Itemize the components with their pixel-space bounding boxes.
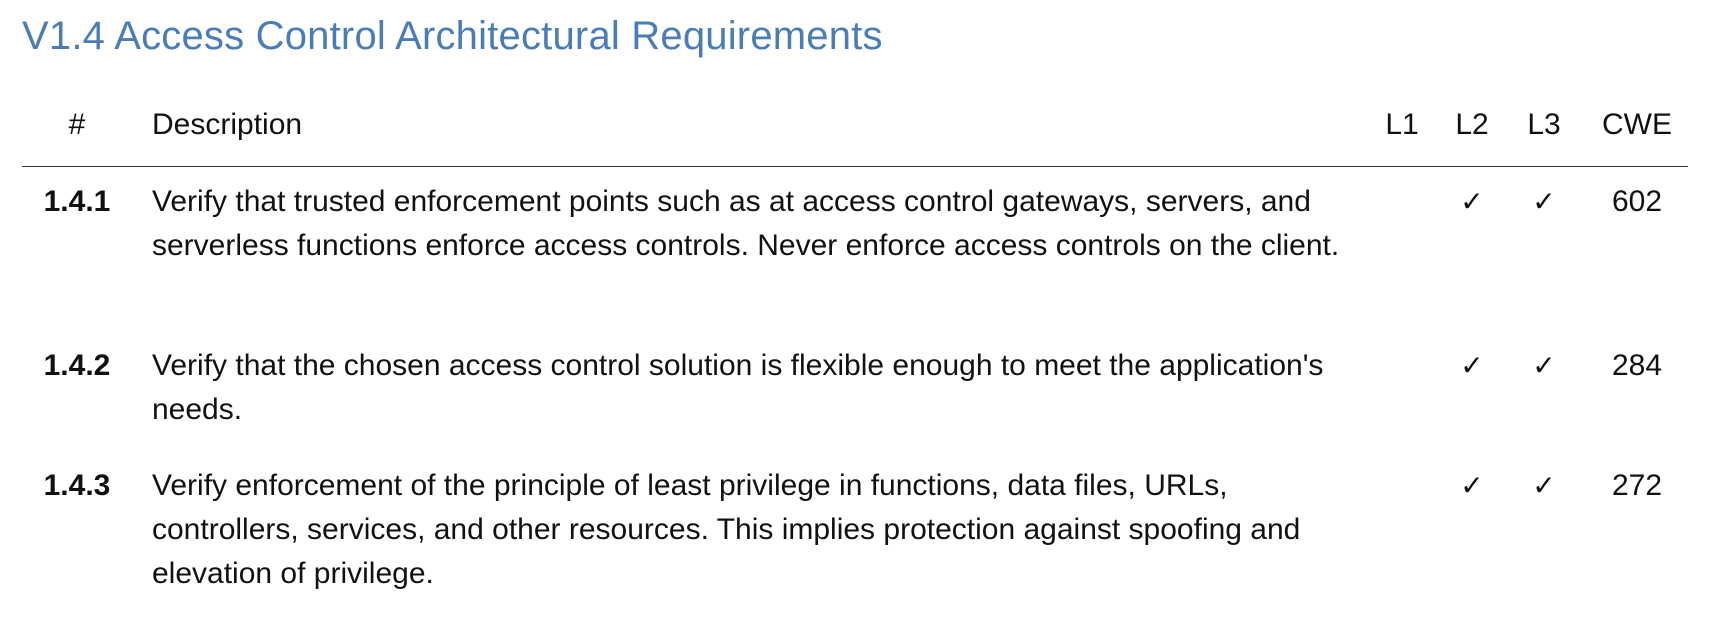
cwe-number: 284 — [1611, 349, 1663, 382]
requirement-description: Verify that the chosen access control solution is flexible enough to meet the application's needs. — [152, 349, 1324, 426]
header-l3: L3 — [1527, 108, 1561, 141]
requirements-table — [22, 100, 1688, 167]
requirement-description: Verify that trusted enforcement points such as at access control gateways, servers, and serverless functions enforce access controls. Never enforce access controls on the client. — [152, 185, 1340, 262]
table-header — [22, 100, 1688, 167]
header-l1: L1 — [1385, 108, 1419, 141]
level-2-check-icon: ✓ — [1460, 349, 1484, 382]
level-3-check-icon: ✓ — [1532, 185, 1556, 218]
level-3-check-icon: ✓ — [1532, 469, 1556, 502]
requirement-number: 1.4.1 — [43, 185, 111, 218]
level-3-check-icon: ✓ — [1532, 349, 1556, 382]
header-cwe: CWE — [1602, 108, 1672, 141]
header-l2: L2 — [1455, 108, 1489, 141]
cwe-number: 602 — [1611, 185, 1663, 218]
section-title: V1.4 Access Control Architectural Requirements — [22, 14, 883, 58]
requirement-number: 1.4.3 — [43, 469, 111, 502]
cwe-number: 272 — [1611, 469, 1663, 502]
table-row — [22, 180, 1688, 320]
requirement-number: 1.4.2 — [43, 349, 111, 382]
table-row — [22, 344, 1688, 440]
header-num: # — [68, 108, 86, 141]
level-2-check-icon: ✓ — [1460, 469, 1484, 502]
requirement-description: Verify enforcement of the principle of least privilege in functions, data files, URLs, controllers, services, and other resources. This implies protection against spoofing and elevation of privilege. — [152, 469, 1301, 590]
header-description: Description — [152, 108, 303, 141]
level-2-check-icon: ✓ — [1460, 185, 1484, 218]
table-row — [22, 464, 1688, 604]
